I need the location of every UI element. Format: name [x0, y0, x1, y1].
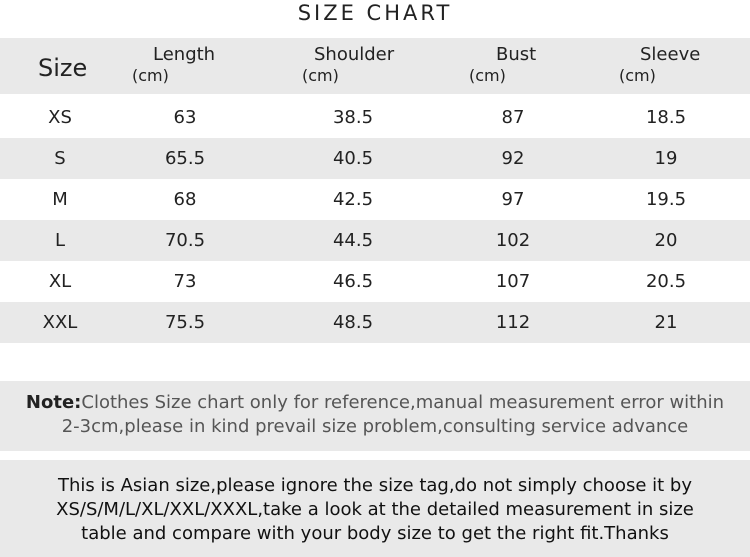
cell-sleeve: 19.5 [645, 189, 687, 210]
cell-sleeve: 20.5 [645, 271, 687, 292]
header-length-unit: (cm) [132, 66, 169, 85]
cell-shoulder: 44.5 [332, 230, 374, 251]
table-row [0, 261, 750, 302]
cell-size: XXL [42, 312, 78, 333]
note-line-1 [0, 391, 750, 415]
table-row [0, 179, 750, 220]
cell-sleeve: 20 [654, 230, 678, 251]
cell-shoulder: 40.5 [332, 148, 374, 169]
cell-length: 73 [173, 271, 197, 292]
cell-length: 70.5 [164, 230, 206, 251]
note-line-2: 2-3cm,please in kind prevail size problem,consulting service advance [61, 416, 689, 437]
cell-length: 75.5 [164, 312, 206, 333]
cell-bust: 92 [501, 148, 525, 169]
info-line-2: XS/S/M/L/XL/XXL/XXXL,take a look at the detailed measurement in size [56, 499, 694, 520]
chart-title: SIZE CHART [297, 1, 453, 25]
table-row [0, 97, 750, 138]
info-line-1: This is Asian size,please ignore the size tag,do not simply choose it by [58, 475, 692, 496]
header-bust-unit: (cm) [469, 66, 506, 85]
cell-bust: 97 [501, 189, 525, 210]
cell-shoulder: 46.5 [332, 271, 374, 292]
header-shoulder-unit: (cm) [302, 66, 339, 85]
cell-length: 65.5 [164, 148, 206, 169]
cell-shoulder: 48.5 [332, 312, 374, 333]
cell-shoulder: 42.5 [332, 189, 374, 210]
note-box [0, 381, 750, 451]
header-size: Size [38, 54, 88, 82]
cell-sleeve: 18.5 [645, 107, 687, 128]
header-bust: Bust [496, 44, 537, 65]
cell-length: 68 [173, 189, 197, 210]
table-row [0, 138, 750, 179]
table-row [0, 220, 750, 261]
note-label: Note: [25, 392, 82, 413]
header-length: Length [153, 44, 216, 65]
info-box [0, 460, 750, 557]
cell-size: M [52, 189, 68, 210]
cell-bust: 102 [495, 230, 531, 251]
cell-bust: 112 [495, 312, 531, 333]
header-sleeve-unit: (cm) [619, 66, 656, 85]
table-header [0, 38, 750, 94]
cell-sleeve: 19 [654, 148, 678, 169]
info-line-3: table and compare with your body size to get the right fit.Thanks [81, 523, 669, 544]
note-text-1: Clothes Size chart only for reference,manual measurement error within [81, 392, 725, 413]
table-row [0, 302, 750, 343]
cell-shoulder: 38.5 [332, 107, 374, 128]
cell-size: L [54, 230, 66, 251]
cell-bust: 107 [495, 271, 531, 292]
cell-size: XS [48, 107, 72, 128]
cell-bust: 87 [501, 107, 525, 128]
header-sleeve: Sleeve [640, 44, 701, 65]
cell-sleeve: 21 [654, 312, 678, 333]
cell-length: 63 [173, 107, 197, 128]
cell-size: XL [48, 271, 72, 292]
header-shoulder: Shoulder [314, 44, 395, 65]
cell-size: S [54, 148, 66, 169]
